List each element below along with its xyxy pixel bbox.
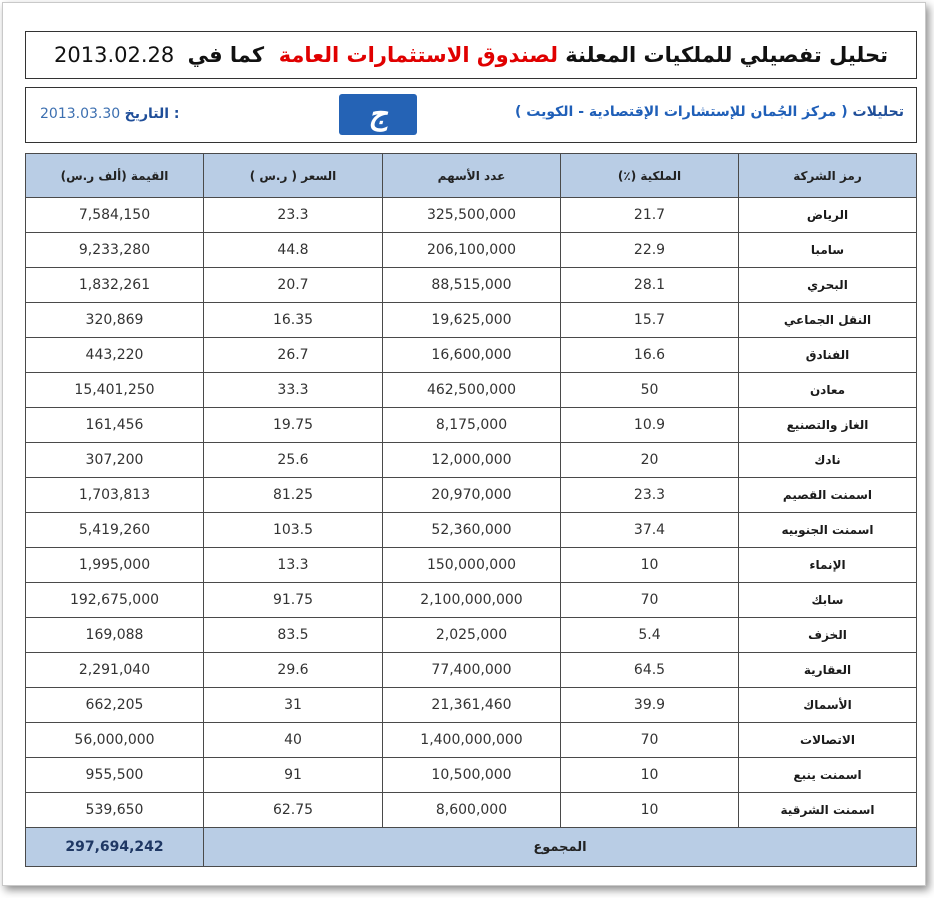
table-row [26,408,917,443]
table-row [26,793,917,828]
table-row [26,723,917,758]
table-row [26,198,917,233]
title-fund-name: لصندوق الاستثمارات العامة [278,43,558,67]
ownership-cell: 10 [561,548,739,583]
col-header-value: القيمة (ألف ر.س) [26,154,204,198]
company-name-cell: سامبا [739,233,917,268]
shares-cell: 77,400,000 [383,653,561,688]
ownership-cell: 10 [561,758,739,793]
col-header-ownership: الملكية (٪) [561,154,739,198]
shares-cell: 10,500,000 [383,758,561,793]
col-header-price: السعر ( ر.س ) [204,154,383,198]
table-row [26,233,917,268]
price-cell: 40 [204,723,383,758]
report-date-label: التاريخ : [124,106,180,122]
table-row [26,618,917,653]
total-value: 297,694,242 [26,828,204,867]
company-name-cell: سابك [739,583,917,618]
shares-cell: 88,515,000 [383,268,561,303]
report-page [2,2,926,886]
price-cell: 31 [204,688,383,723]
price-cell: 29.6 [204,653,383,688]
shares-cell: 12,000,000 [383,443,561,478]
value-cell: 320,869 [26,303,204,338]
source-line [515,104,904,120]
company-name-cell: نادك [739,443,917,478]
ownership-cell: 23.3 [561,478,739,513]
table-row [26,653,917,688]
price-cell: 103.5 [204,513,383,548]
value-cell: 1,703,813 [26,478,204,513]
shares-cell: 206,100,000 [383,233,561,268]
value-cell: 1,832,261 [26,268,204,303]
price-cell: 26.7 [204,338,383,373]
price-cell: 25.6 [204,443,383,478]
price-cell: 91.75 [204,583,383,618]
source-name: ( مركز الجُمان للإستشارات الإقتصادية - الكويت ) [515,104,848,120]
report-header [25,87,917,143]
shares-cell: 8,600,000 [383,793,561,828]
company-logo [339,94,417,135]
title-date: 2013.02.28 [54,43,175,67]
price-cell: 81.25 [204,478,383,513]
table-header-row [26,154,917,198]
value-cell: 443,220 [26,338,204,373]
ownership-cell: 22.9 [561,233,739,268]
value-cell: 9,233,280 [26,233,204,268]
table-row [26,688,917,723]
ownership-cell: 16.6 [561,338,739,373]
shares-cell: 2,100,000,000 [383,583,561,618]
value-cell: 56,000,000 [26,723,204,758]
value-cell: 1,995,000 [26,548,204,583]
company-name-cell: اسمنت ينبع [739,758,917,793]
shares-cell: 19,625,000 [383,303,561,338]
company-name-cell: معادن [739,373,917,408]
ownership-cell: 64.5 [561,653,739,688]
value-cell: 161,456 [26,408,204,443]
company-name-cell: الإنماء [739,548,917,583]
price-cell: 44.8 [204,233,383,268]
company-name-cell: الرياض [739,198,917,233]
company-name-cell: اسمنت الشرقية [739,793,917,828]
table-row [26,338,917,373]
ownership-cell: 20 [561,443,739,478]
value-cell: 5,419,260 [26,513,204,548]
ownership-cell: 39.9 [561,688,739,723]
shares-cell: 150,000,000 [383,548,561,583]
title-text: تحليل تفصيلي للملكيات المعلنة [565,43,888,67]
value-cell: 539,650 [26,793,204,828]
company-name-cell: البحري [739,268,917,303]
price-cell: 23.3 [204,198,383,233]
company-name-cell: الخزف [739,618,917,653]
company-name-cell: الأسماك [739,688,917,723]
shares-cell: 16,600,000 [383,338,561,373]
company-name-cell: العقارية [739,653,917,688]
value-cell: 169,088 [26,618,204,653]
ownership-cell: 10 [561,793,739,828]
value-cell: 307,200 [26,443,204,478]
price-cell: 16.35 [204,303,383,338]
value-cell: 2,291,040 [26,653,204,688]
shares-cell: 462,500,000 [383,373,561,408]
shares-cell: 52,360,000 [383,513,561,548]
shares-cell: 8,175,000 [383,408,561,443]
shares-cell: 325,500,000 [383,198,561,233]
value-cell: 15,401,250 [26,373,204,408]
value-cell: 662,205 [26,688,204,723]
value-cell: 955,500 [26,758,204,793]
company-name-cell: النقل الجماعي [739,303,917,338]
holdings-table [25,153,917,867]
ownership-cell: 15.7 [561,303,739,338]
total-label: المجموع [204,828,917,867]
logo-glyph: ج [368,97,388,132]
value-cell: 7,584,150 [26,198,204,233]
report-date [40,106,180,122]
table-row [26,758,917,793]
ownership-cell: 5.4 [561,618,739,653]
shares-cell: 1,400,000,000 [383,723,561,758]
col-header-company: رمز الشركة [739,154,917,198]
table-row [26,513,917,548]
price-cell: 33.3 [204,373,383,408]
ownership-cell: 70 [561,583,739,618]
ownership-cell: 50 [561,373,739,408]
report-title [25,31,917,79]
company-name-cell: اسمنت الجنوبيه [739,513,917,548]
price-cell: 13.3 [204,548,383,583]
table-row [26,478,917,513]
value-cell: 192,675,000 [26,583,204,618]
table-row [26,583,917,618]
table-row [26,548,917,583]
company-name-cell: الفنادق [739,338,917,373]
ownership-cell: 10.9 [561,408,739,443]
price-cell: 83.5 [204,618,383,653]
price-cell: 19.75 [204,408,383,443]
shares-cell: 20,970,000 [383,478,561,513]
table-row [26,268,917,303]
report-date-value: 2013.03.30 [40,106,121,122]
price-cell: 20.7 [204,268,383,303]
shares-cell: 21,361,460 [383,688,561,723]
total-row [26,828,917,867]
ownership-cell: 21.7 [561,198,739,233]
table-row [26,303,917,338]
table-row [26,373,917,408]
company-name-cell: الاتصالات [739,723,917,758]
ownership-cell: 28.1 [561,268,739,303]
table-row [26,443,917,478]
title-as-of: كما في [187,43,265,67]
shares-cell: 2,025,000 [383,618,561,653]
ownership-cell: 70 [561,723,739,758]
price-cell: 62.75 [204,793,383,828]
table-body [26,198,917,828]
company-name-cell: الغاز والتصنيع [739,408,917,443]
ownership-cell: 37.4 [561,513,739,548]
col-header-shares: عدد الأسهم [383,154,561,198]
price-cell: 91 [204,758,383,793]
source-label: تحليلات [852,104,904,120]
company-name-cell: اسمنت القصيم [739,478,917,513]
